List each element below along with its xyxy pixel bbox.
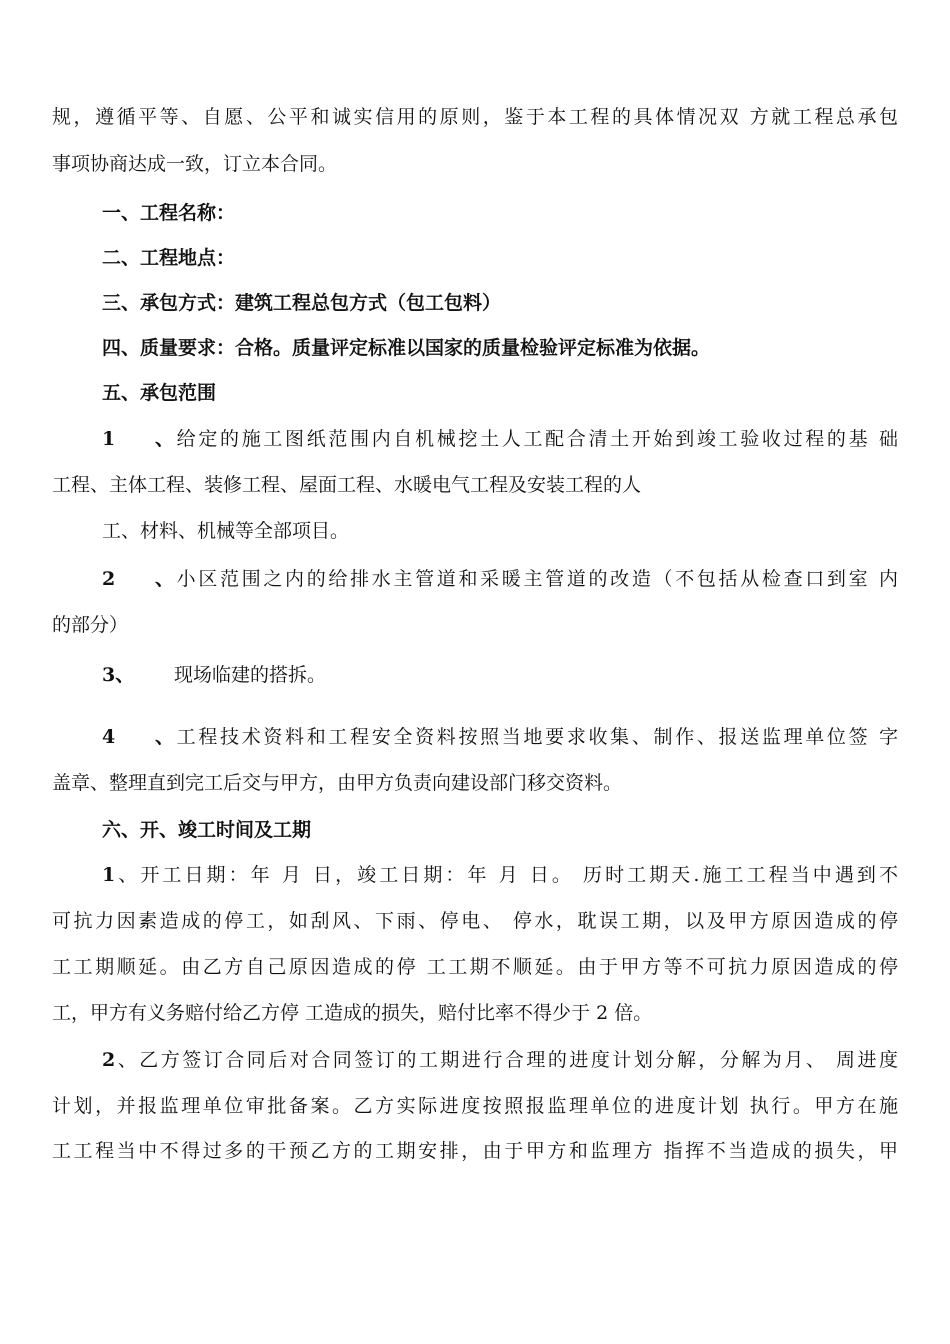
schedule-item-1-line-4: 工，甲方有义务赔付给乙方停 工造成的损失，赔付比率不得少于 2 倍。 (52, 1002, 653, 1024)
scope-item-3-number: 3、 (102, 664, 135, 686)
scope-item-1-line-3: 工、材料、机械等全部项目。 (102, 520, 350, 542)
section-project-name: 一、工程名称： (102, 202, 236, 224)
intro-line-2: 事项协商达成一致，订立本合同。 (52, 153, 338, 175)
schedule-item-1-line-1: 1、开工日期：年 月 日，竣工日期：年 月 日。 历时工期天.施工工程当中遇到不 (102, 864, 898, 886)
scope-item-2-number: 2、 (102, 568, 174, 590)
schedule-item-2-line-3: 工工程当中不得过多的干预乙方的工期安排，由于甲方和监理方 指挥不当造成的损失，甲 (52, 1140, 898, 1162)
section-contract-method: 三、承包方式：建筑工程总包方式（包工包料） (102, 292, 502, 314)
scope-item-1-line-2: 工程、主体工程、装修工程、屋面工程、水暖电气工程及安装工程的人 (52, 474, 642, 496)
schedule-item-1-line-3: 工工期顺延。由乙方自己原因造成的停 工工期不顺延。由于甲方等不可抗力原因造成的停 (52, 956, 898, 978)
scope-item-1-line-1: 1、给定的施工图纸范围内自机械挖土人工配合清土开始到竣工验收过程的基 础 (102, 428, 898, 450)
scope-item-4-line-1: 4、工程技术资料和工程安全资料按照当地要求收集、制作、报送监理单位签 字 (102, 726, 898, 748)
scope-item-1-number: 1、 (102, 428, 174, 450)
schedule-item-2-line-2: 计划，并报监理单位审批备案。乙方实际进度按照报监理单位的进度计划 执行。甲方在施 (52, 1095, 898, 1117)
scope-item-3-line-1: 3、 现场临建的搭拆。 (102, 664, 327, 686)
schedule-item-2-line-1: 2、乙方签订合同后对合同签订的工期进行合理的进度计划分解，分解为月、 周进度 (102, 1049, 898, 1071)
scope-item-2-line-2: 的部分） (52, 614, 129, 636)
intro-line-1: 规，遵循平等、自愿、公平和诚实信用的原则，鉴于本工程的具体情况双 方就工程总承包 (52, 106, 898, 128)
scope-item-2-line-1: 2、小区范围之内的给排水主管道和采暖主管道的改造（不包括从检查口到室 内 (102, 568, 898, 590)
scope-item-4-line-2: 盖章、整理直到完工后交与甲方，由甲方负责向建设部门移交资料。 (52, 772, 623, 794)
scope-item-4-number: 4、 (102, 726, 174, 748)
schedule-item-1-line-2: 可抗力因素造成的停工，如刮风、下雨、停电、 停水，耽误工期，以及甲方原因造成的停 (52, 910, 898, 932)
section-contract-scope: 五、承包范围 (102, 382, 217, 404)
section-schedule: 六、开、竣工时间及工期 (102, 819, 312, 841)
section-project-location: 二、工程地点： (102, 247, 236, 269)
schedule-item-2-number: 2 (102, 1049, 116, 1071)
section-quality-requirement: 四、质量要求：合格。质量评定标准以国家的质量检验评定标准为依据。 (102, 337, 711, 359)
schedule-item-1-number: 1 (102, 864, 116, 886)
